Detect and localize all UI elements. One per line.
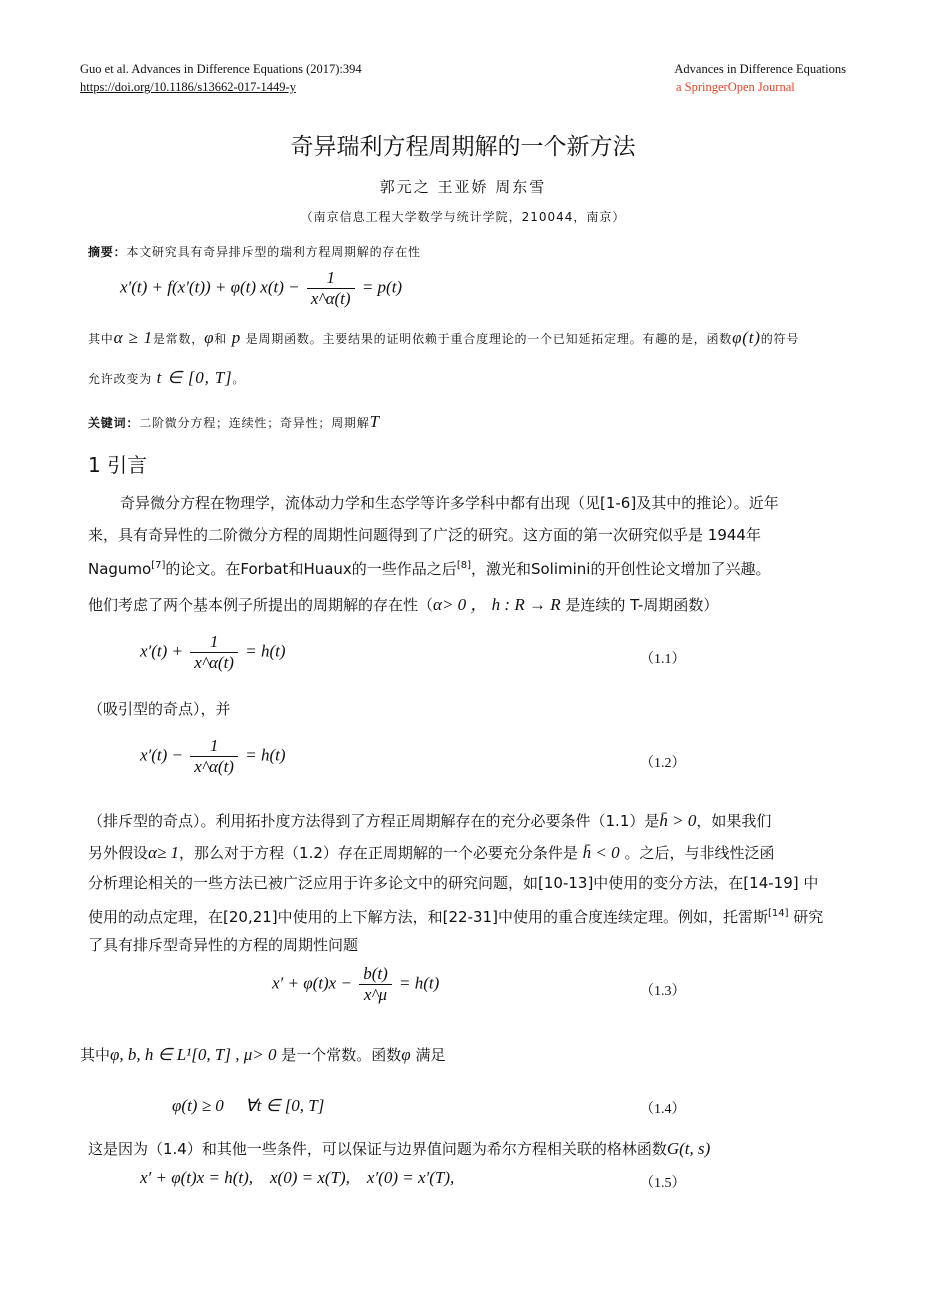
eq-right: = p(t) xyxy=(361,277,403,297)
paragraph-line: 使用的动点定理，在[20,21]中使用的上下解方法，和[22-31]中使用的重合度连续定理。例如，托雷斯[14] 研究 xyxy=(88,908,824,926)
equation-1-2: x′(t) − $\frac{1}{x\^{}\alpha(t)}$ = h(t) xyxy=(140,736,286,776)
paragraph-line: （排斥型的奇点）。利用拓扑度方法得到了方程正周期解存在的充分必要条件（1.1）是h̄ > 0，如果我们 xyxy=(88,811,772,830)
equation-number: （1.5） xyxy=(640,1176,686,1191)
abstract-line xyxy=(88,243,421,260)
journal-name: Advances in Difference Equations xyxy=(674,62,846,76)
equation-number: （1.2） xyxy=(640,756,686,771)
paragraph-line: 另外假设α≥ 1，那么对于方程（1.2）存在正周期解的一个必要充分条件是 h̄ < 0 。之后，与非线性泛函 xyxy=(88,843,775,862)
equation-1-4: φ(t) ≥ 0 ∀t ∈ [0, T] xyxy=(172,1096,325,1115)
keywords: 关键词：二阶微分方程；连续性；奇异性；周期解T xyxy=(88,412,380,431)
paragraph-line: 其中φ, b, h ∈ L¹[0, T] , μ> 0 是一个常数。函数φ 满足 xyxy=(80,1045,446,1064)
citation: [8] xyxy=(456,560,471,571)
paragraph-line: （吸引型的奇点），并 xyxy=(88,700,231,718)
citation: [7] xyxy=(151,560,166,571)
doi-link[interactable]: https://doi.org/10.1186/s13662-017-1449-y xyxy=(80,80,296,94)
equation-1-1: x′(t) + $\frac{1}{x\^{}\alpha(t)}$ = h(t) xyxy=(140,632,286,672)
citation: [14] xyxy=(767,908,789,919)
authors: 郭元之 王亚娇 周东雪 xyxy=(379,178,547,196)
abstract-line-3: 允许改变为 t ∈ [0, T]。 xyxy=(88,368,246,387)
paragraph-line: 这是因为（1.4）和其他一些条件，可以保证与边界值问题为希尔方程相关联的格林函数G(t, s) xyxy=(88,1139,711,1158)
equation-number: （1.3） xyxy=(640,984,686,999)
paragraph-line: 奇异微分方程在物理学，流体动力学和生态学等许多学科中都有出现（见[1-6]及其中的推论）。近年 xyxy=(120,494,779,512)
paper-title: 奇异瑞利方程周期解的一个新方法 xyxy=(290,134,636,160)
abstract-equation xyxy=(120,268,402,309)
abstract-label: 摘要： xyxy=(88,245,127,259)
equation-number: （1.1） xyxy=(640,652,686,667)
affiliation: （南京信息工程大学数学与统计学院，210044，南京） xyxy=(300,210,626,224)
section-heading: 1 引言 xyxy=(88,453,148,477)
eq-fraction: $\frac{1}{x\^{}\alpha(t)}$ xyxy=(307,268,355,309)
equation-1-3: x′ + φ(t)x − $\frac{b(t)}{x\^{}\mu}$ = h(t) xyxy=(272,964,440,1004)
abstract-line-2: 其中α ≥ 1是常数，φ和 p 是周期函数。主要结果的证明依赖于重合度理论的一个已知延拓定理。有趣的是，函数φ(t)的符号 xyxy=(88,328,800,347)
paragraph-line: 他们考虑了两个基本例子所提出的周期解的存在性（α> 0 ， h : R → R 是连续的 T-周期函数） xyxy=(88,595,719,614)
springeropen-logo: a SpringerOpen Journal xyxy=(676,80,795,94)
equation-number: （1.4） xyxy=(640,1102,686,1117)
paragraph-line: 了具有排斥型奇异性的方程的周期性问题 xyxy=(88,936,359,954)
eq-left: x′(t) + f(x′(t)) + φ(t) x(t) − xyxy=(120,277,300,297)
abstract-text: 本文研究具有奇异排斥型的瑞利方程周期解的存在性 xyxy=(126,245,421,259)
keywords-label: 关键词： xyxy=(88,416,140,430)
equation-1-5: x′ + φ(t)x = h(t), x(0) = x(T), x′(0) = x′(T), xyxy=(140,1168,455,1187)
paragraph-line: Nagumo[7]的论文。在Forbat和Huaux的一些作品之后[8]，激光和Solimini的开创性论文增加了兴趣。 xyxy=(88,560,771,578)
paragraph-line: 分析理论相关的一些方法已被广泛应用于许多论文中的研究问题，如[10-13]中使用的变分方法，在[14-19] 中 xyxy=(88,874,819,892)
paragraph-line: 来，具有奇异性的二阶微分方程的周期性问题得到了广泛的研究。这方面的第一次研究似乎是 1944年 xyxy=(88,526,761,544)
journal-citation: Guo et al. Advances in Difference Equations (2017):394 xyxy=(80,62,362,76)
